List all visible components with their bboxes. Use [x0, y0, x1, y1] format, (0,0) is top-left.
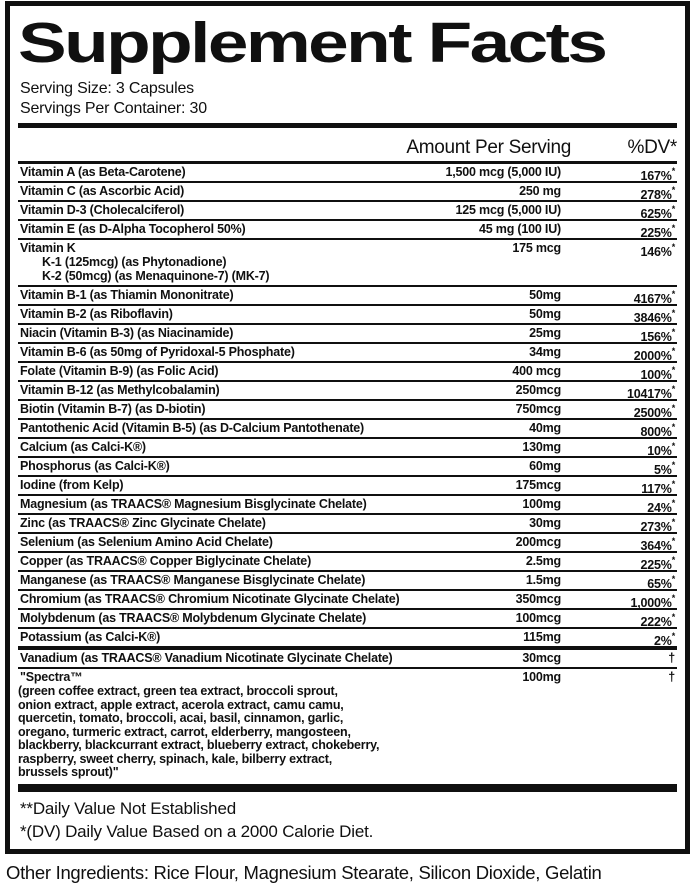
dv-asterisk: * [671, 593, 675, 603]
nutrient-amount: 50mg [529, 307, 561, 321]
amount-per-serving-header: Amount Per Serving [406, 137, 571, 158]
nutrient-name: "Spectra™ [20, 670, 83, 684]
nutrient-amount: 60mg [529, 459, 561, 473]
nutrient-dv: 625%* [640, 204, 675, 222]
nutrient-amount: 30mg [529, 516, 561, 530]
dv-asterisk: * [671, 422, 675, 432]
nutrient-dv: 10417%* [627, 384, 675, 402]
nutrient-dv: † [668, 651, 675, 665]
dv-asterisk: * [671, 441, 675, 451]
nutrient-dv: 222%* [640, 612, 675, 630]
dv-asterisk: * [671, 346, 675, 356]
nutrient-name: Vitamin A (as Beta-Carotene) [20, 165, 186, 179]
nutrient-table [18, 164, 677, 782]
nutrient-amount: 100mg [522, 670, 561, 684]
nutrient-dv: 4167%* [633, 289, 675, 307]
dv-asterisk: * [671, 166, 675, 176]
nutrient-dv: † [668, 670, 675, 684]
nutrient-subline: (green coffee extract, green tea extract, broccoli sprout, [18, 684, 338, 698]
nutrient-name: Biotin (Vitamin B-7) (as D-biotin) [20, 402, 206, 416]
nutrient-amount: 175mcg [515, 478, 561, 492]
nutrient-name: Zinc (as TRAACS® Zinc Glycinate Chelate) [20, 516, 266, 530]
nutrient-row [18, 589, 677, 611]
dv-asterisk: * [671, 327, 675, 337]
nutrient-row [18, 361, 677, 383]
nutrient-dv: 156%* [640, 327, 675, 345]
nutrient-name: Vitamin B-2 (as Riboflavin) [20, 307, 173, 321]
nutrient-row [18, 570, 677, 592]
nutrient-amount: 40mg [529, 421, 561, 435]
nutrient-row [18, 646, 677, 667]
nutrient-name: Vitamin E (as D-Alpha Tocopherol 50%) [20, 222, 246, 236]
nutrient-dv: 273%* [640, 517, 675, 535]
dv-asterisk: * [671, 185, 675, 195]
nutrient-amount: 45 mg (100 IU) [479, 222, 561, 236]
dv-asterisk: * [671, 460, 675, 470]
nutrient-row [18, 667, 677, 782]
nutrient-amount: 1,500 mcg (5,000 IU) [445, 165, 561, 179]
nutrient-amount: 1.5mg [525, 573, 561, 587]
nutrient-name: Vitamin B-1 (as Thiamin Mononitrate) [20, 288, 234, 302]
serving-info [18, 77, 677, 123]
nutrient-dv: 5%* [654, 460, 675, 478]
nutrient-amount: 115mg [523, 630, 561, 644]
nutrient-row [18, 513, 677, 535]
dv-asterisk: * [671, 631, 675, 641]
nutrient-row [18, 399, 677, 421]
nutrient-dv: 117%* [641, 479, 675, 497]
nutrient-row [18, 323, 677, 345]
dv-asterisk: * [671, 555, 675, 565]
dv-asterisk: * [671, 242, 675, 252]
dv-asterisk: * [671, 498, 675, 508]
nutrient-name: Pantothenic Acid (Vitamin B-5) (as D-Calcium Pantothenate) [20, 421, 365, 435]
nutrient-row [18, 200, 677, 222]
nutrient-dv: 278%* [640, 185, 675, 203]
nutrient-name: Phosphorus (as Calci-K®) [20, 459, 170, 473]
dv-asterisk: * [671, 574, 675, 584]
nutrient-amount: 350mcg [515, 592, 561, 606]
nutrient-subline: raspberry, sweet cherry, spinach, kale, bilberry extract, [18, 751, 332, 766]
nutrient-row [18, 238, 677, 285]
nutrient-dv: 167%* [640, 166, 675, 184]
nutrient-dv: 225%* [640, 223, 675, 241]
nutrient-name: Potassium (as Calci-K®) [20, 630, 161, 644]
other-ingredients: Other Ingredients: Rice Flour, Magnesium Stearate, Silicon Dioxide, Gelatin [6, 861, 602, 883]
dv-asterisk: * [671, 517, 675, 527]
nutrient-row [18, 219, 677, 241]
dv-asterisk: * [671, 204, 675, 214]
dv-asterisk: * [671, 403, 675, 413]
nutrient-row [18, 475, 677, 497]
percent-dv-header: %DV* [627, 137, 677, 158]
nutrient-amount: 34mg [529, 345, 561, 359]
serving-size: Serving Size: 3 Capsules [20, 80, 194, 97]
nutrient-name: Niacin (Vitamin B-3) (as Niacinamide) [20, 326, 234, 340]
nutrient-row [18, 532, 677, 554]
nutrient-name: Vitamin B-12 (as Methylcobalamin) [20, 383, 220, 397]
footnote-dv-not-established: **Daily Value Not Established [20, 798, 236, 818]
nutrient-subline: K-2 (50mcg) (as Menaquinone-7) (MK-7) [42, 268, 270, 283]
nutrient-name: Folate (Vitamin B-9) (as Folic Acid) [20, 364, 219, 378]
nutrient-amount: 25mg [529, 326, 561, 340]
nutrient-amount: 250 mg [519, 184, 561, 198]
nutrient-dv: 800%* [640, 422, 675, 440]
nutrient-sublines [18, 256, 677, 284]
nutrient-name: Vitamin C (as Ascorbic Acid) [20, 184, 185, 198]
nutrient-amount: 100mg [522, 497, 561, 511]
nutrient-row [18, 627, 677, 649]
nutrient-row [18, 437, 677, 459]
nutrient-amount: 100mcg [515, 611, 561, 625]
nutrient-row [18, 456, 677, 478]
nutrient-subline: brussels sprout)" [18, 765, 119, 779]
nutrient-dv: 1,000%* [630, 593, 675, 611]
footnote-dv-basis: *(DV) Daily Value Based on a 2000 Calorie Diet. [20, 821, 374, 841]
nutrient-name: Vanadium (as TRAACS® Vanadium Nicotinate Glycinate Chelate) [20, 651, 393, 665]
nutrient-row [18, 304, 677, 326]
nutrient-row [18, 181, 677, 203]
nutrient-name: Vitamin D-3 (Cholecalciferol) [20, 203, 185, 217]
nutrient-subline: quercetin, tomato, broccoli, acai, basil, cinnamon, garlic, [18, 711, 344, 725]
nutrient-name: Vitamin B-6 (as 50mg of Pyridoxal-5 Phosphate) [20, 345, 295, 359]
dv-asterisk: * [671, 536, 675, 546]
nutrient-name: Copper (as TRAACS® Copper Biglycinate Chelate) [20, 554, 312, 568]
nutrient-amount: 175 mcg [512, 241, 561, 255]
panel-title: Supplement Facts [18, 11, 606, 75]
nutrient-dv: 2%* [654, 631, 675, 649]
nutrient-name: Iodine (from Kelp) [20, 478, 124, 492]
nutrient-dv: 65%* [647, 574, 675, 592]
nutrient-amount: 50mg [529, 288, 561, 302]
nutrient-amount: 130mg [522, 440, 561, 454]
nutrient-row [18, 164, 677, 184]
dv-asterisk: * [671, 612, 675, 622]
nutrient-dv: 3846%* [633, 308, 675, 326]
nutrient-dv: 100%* [640, 365, 675, 383]
nutrient-subline: K-1 (125mcg) (as Phytonadione) [42, 255, 227, 269]
nutrient-amount: 250mcg [515, 383, 561, 397]
nutrient-name: Selenium (as Selenium Amino Acid Chelate) [20, 535, 273, 549]
nutrient-dv: 2000%* [633, 346, 675, 364]
nutrient-subline: onion extract, apple extract, acerola extract, camu camu, [18, 697, 344, 712]
nutrient-row [18, 418, 677, 440]
table-header [18, 128, 677, 164]
dv-asterisk: * [671, 479, 675, 489]
nutrient-row [18, 551, 677, 573]
nutrient-name: Vitamin K [20, 241, 76, 255]
nutrient-amount: 400 mcg [512, 364, 561, 378]
nutrient-row [18, 494, 677, 516]
nutrient-name: Calcium (as Calci-K®) [20, 440, 146, 454]
nutrient-amount: 125 mcg (5,000 IU) [455, 203, 561, 217]
nutrient-amount: 750mcg [515, 402, 561, 416]
dv-asterisk: * [671, 365, 675, 375]
servings-per-container: Servings Per Container: 30 [20, 100, 207, 117]
nutrient-row [18, 380, 677, 402]
nutrient-subline: blackberry, blackcurrant extract, blueberry extract, chokeberry, [18, 738, 380, 752]
nutrient-dv: 2500%* [633, 403, 675, 421]
nutrient-dv: 364%* [640, 536, 675, 554]
nutrient-row [18, 285, 677, 307]
nutrient-amount: 200mcg [515, 535, 561, 549]
supplement-facts-panel [5, 1, 690, 854]
nutrient-name: Magnesium (as TRAACS® Magnesium Bisglycinate Chelate) [20, 497, 367, 511]
nutrient-dv: 146%* [640, 242, 675, 260]
nutrient-amount: 2.5mg [525, 554, 561, 568]
nutrient-name: Manganese (as TRAACS® Manganese Bisglycinate Chelate) [20, 573, 366, 587]
nutrient-subline: oregano, turmeric extract, carrot, elderberry, mangosteen, [18, 724, 351, 739]
dv-asterisk: * [671, 289, 675, 299]
nutrient-name: Chromium (as TRAACS® Chromium Nicotinate Glycinate Chelate) [20, 592, 400, 606]
footnotes [18, 792, 677, 849]
nutrient-row [18, 608, 677, 630]
nutrient-name: Molybdenum (as TRAACS® Molybdenum Glycinate Chelate) [20, 611, 367, 625]
dv-asterisk: * [671, 308, 675, 318]
nutrient-dv: 10%* [647, 441, 675, 459]
nutrient-sublines [18, 685, 677, 781]
nutrient-dv: 225%* [640, 555, 675, 573]
dv-asterisk: * [671, 384, 675, 394]
divider-bar-bottom [18, 784, 677, 792]
dv-asterisk: * [671, 223, 675, 233]
nutrient-amount: 30mcg [522, 651, 561, 665]
nutrient-row [18, 342, 677, 364]
nutrient-dv: 24%* [647, 498, 675, 516]
